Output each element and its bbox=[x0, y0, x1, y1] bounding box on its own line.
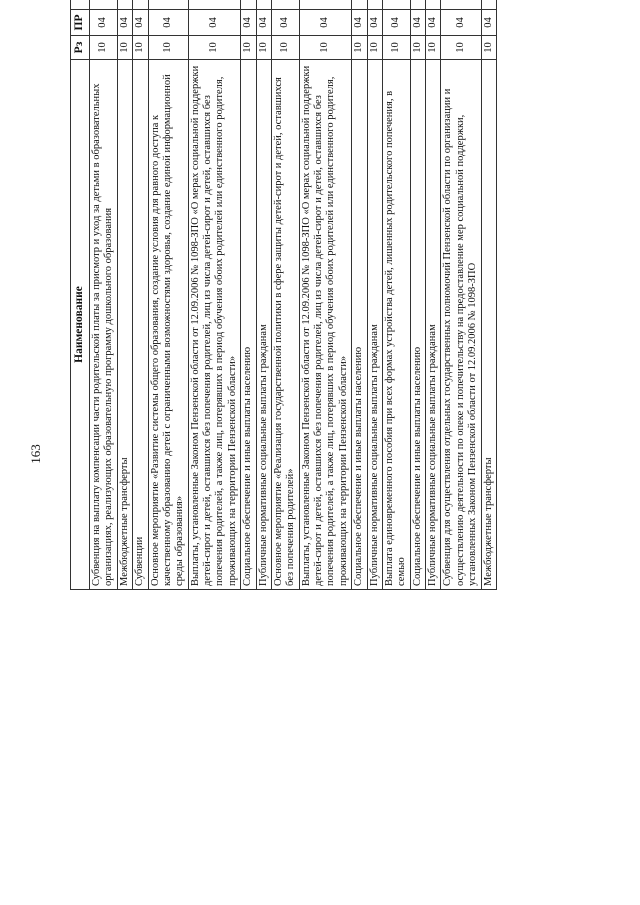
cell-name: Основное мероприятие «Реализация государственной политики в сфере защиты детей-сирот и детей, оставшихся без попечения родителей» bbox=[271, 60, 299, 590]
table-row bbox=[90, 0, 118, 590]
cell-rz: 10 bbox=[382, 36, 410, 60]
cell-pr: 04 bbox=[367, 10, 382, 36]
rotated-table-container bbox=[70, 0, 590, 590]
cell-csr bbox=[133, 0, 148, 10]
table-row bbox=[382, 0, 410, 590]
cell-pr: 04 bbox=[299, 10, 352, 36]
cell-csr bbox=[241, 0, 256, 10]
cell-rz: 10 bbox=[367, 36, 382, 60]
cell-pr: 04 bbox=[271, 10, 299, 36]
cell-csr bbox=[481, 0, 496, 10]
cell-rz: 10 bbox=[426, 36, 441, 60]
cell-pr: 04 bbox=[410, 10, 425, 36]
table-row bbox=[133, 0, 148, 590]
cell-pr: 04 bbox=[426, 10, 441, 36]
cell-name: Основное мероприятие «Развитие системы общего образования, создание условия для равного доступа к качественному образованию детей с ограниченными возможностями здоровья, создание единой информационной среды образования» bbox=[148, 60, 188, 590]
cell-name: Выплаты, установленные Законом Пензенской области от 12.09.2006 № 1098-ЗПО «О мерах социальной поддержки детей-сирот и детей, оставшихся без попечения родителей, лиц из числа детей-сирот и детей, оставшихся без попечения родителей, а также лиц, потерявших в период обучения обоих родителей или единственного родителя, проживающих на территории Пензенской области» bbox=[299, 60, 352, 590]
table-row bbox=[148, 0, 188, 590]
cell-name: Субвенции bbox=[133, 60, 148, 590]
table-row bbox=[441, 0, 481, 590]
cell-csr bbox=[426, 0, 441, 10]
cell-name: Выплата единовременного пособия при всех формах устройства детей, лишенных родительского попечения, в семью bbox=[382, 60, 410, 590]
cell-csr bbox=[256, 0, 271, 10]
cell-rz: 10 bbox=[241, 36, 256, 60]
budget-table bbox=[70, 0, 497, 590]
cell-csr bbox=[441, 0, 481, 10]
cell-csr bbox=[117, 0, 132, 10]
cell-csr bbox=[410, 0, 425, 10]
cell-rz: 10 bbox=[441, 36, 481, 60]
cell-rz: 10 bbox=[299, 36, 352, 60]
cell-name: Выплаты, установленные Законом Пензенской области от 12.09.2006 № 1098-ЗПО «О мерах социальной поддержки детей-сирот и детей, оставшихся без попечения родителей, лиц из числа детей-сирот и детей, оставшихся без попечения родителей, а также лиц, потерявших в период обучения обоих родителей или единственного родителя, проживающих на территории Пензенской области» bbox=[188, 60, 241, 590]
cell-name: Публичные нормативные социальные выплаты гражданам bbox=[426, 60, 441, 590]
header-pr: ПР bbox=[71, 10, 90, 36]
cell-name: Субвенция для осуществления отдельных государственных полномочий Пензенской области по организации и осуществлению деятельности по опеке и попечительству на предоставление мер социальной поддержки, установленных Законом Пензенской области от 12.09.2006 № 1098-ЗПО bbox=[441, 60, 481, 590]
cell-rz: 10 bbox=[410, 36, 425, 60]
cell-pr: 04 bbox=[481, 10, 496, 36]
cell-name: Межбюджетные трансферты bbox=[117, 60, 132, 590]
cell-rz: 10 bbox=[256, 36, 271, 60]
header-name: Наименование bbox=[71, 60, 90, 590]
cell-pr: 04 bbox=[441, 10, 481, 36]
header-csr bbox=[71, 0, 90, 10]
table-row bbox=[271, 0, 299, 590]
cell-csr bbox=[367, 0, 382, 10]
table-row bbox=[117, 0, 132, 590]
cell-name: Субвенция на выплату компенсации части родительской платы за присмотр и уход за детьми в образовательных организациях, реализующих образовательную программу дошкольного образования bbox=[90, 60, 118, 590]
cell-pr: 04 bbox=[90, 10, 118, 36]
cell-name: Социальное обеспечение и иные выплаты населению bbox=[410, 60, 425, 590]
cell-pr: 04 bbox=[352, 10, 367, 36]
header-rz: Рз bbox=[71, 36, 90, 60]
table-header-row bbox=[71, 0, 90, 590]
cell-rz: 10 bbox=[117, 36, 132, 60]
cell-csr bbox=[382, 0, 410, 10]
cell-rz: 10 bbox=[133, 36, 148, 60]
table-row bbox=[481, 0, 496, 590]
cell-rz: 10 bbox=[148, 36, 188, 60]
cell-name: Публичные нормативные социальные выплаты гражданам bbox=[367, 60, 382, 590]
cell-name: Межбюджетные трансферты bbox=[481, 60, 496, 590]
table-row bbox=[241, 0, 256, 590]
page-number: 163 bbox=[28, 444, 43, 464]
table-row bbox=[367, 0, 382, 590]
cell-name: Социальное обеспечение и иные выплаты населению bbox=[352, 60, 367, 590]
cell-pr: 04 bbox=[188, 10, 241, 36]
table-row bbox=[352, 0, 367, 590]
cell-rz: 10 bbox=[188, 36, 241, 60]
cell-csr bbox=[148, 0, 188, 10]
cell-pr: 04 bbox=[133, 10, 148, 36]
cell-csr bbox=[271, 0, 299, 10]
table-row bbox=[299, 0, 352, 590]
cell-pr: 04 bbox=[117, 10, 132, 36]
cell-csr bbox=[188, 0, 241, 10]
cell-name: Публичные нормативные социальные выплаты гражданам bbox=[256, 60, 271, 590]
cell-pr: 04 bbox=[148, 10, 188, 36]
table-row bbox=[426, 0, 441, 590]
cell-rz: 10 bbox=[90, 36, 118, 60]
cell-csr bbox=[352, 0, 367, 10]
table-row bbox=[256, 0, 271, 590]
table-row bbox=[410, 0, 425, 590]
cell-pr: 04 bbox=[241, 10, 256, 36]
cell-rz: 10 bbox=[271, 36, 299, 60]
table-row bbox=[188, 0, 241, 590]
cell-pr: 04 bbox=[256, 10, 271, 36]
cell-rz: 10 bbox=[481, 36, 496, 60]
cell-pr: 04 bbox=[382, 10, 410, 36]
table-frame bbox=[70, 14, 590, 870]
cell-csr bbox=[90, 0, 118, 10]
cell-name: Социальное обеспечение и иные выплаты населению bbox=[241, 60, 256, 590]
cell-rz: 10 bbox=[352, 36, 367, 60]
cell-csr bbox=[299, 0, 352, 10]
